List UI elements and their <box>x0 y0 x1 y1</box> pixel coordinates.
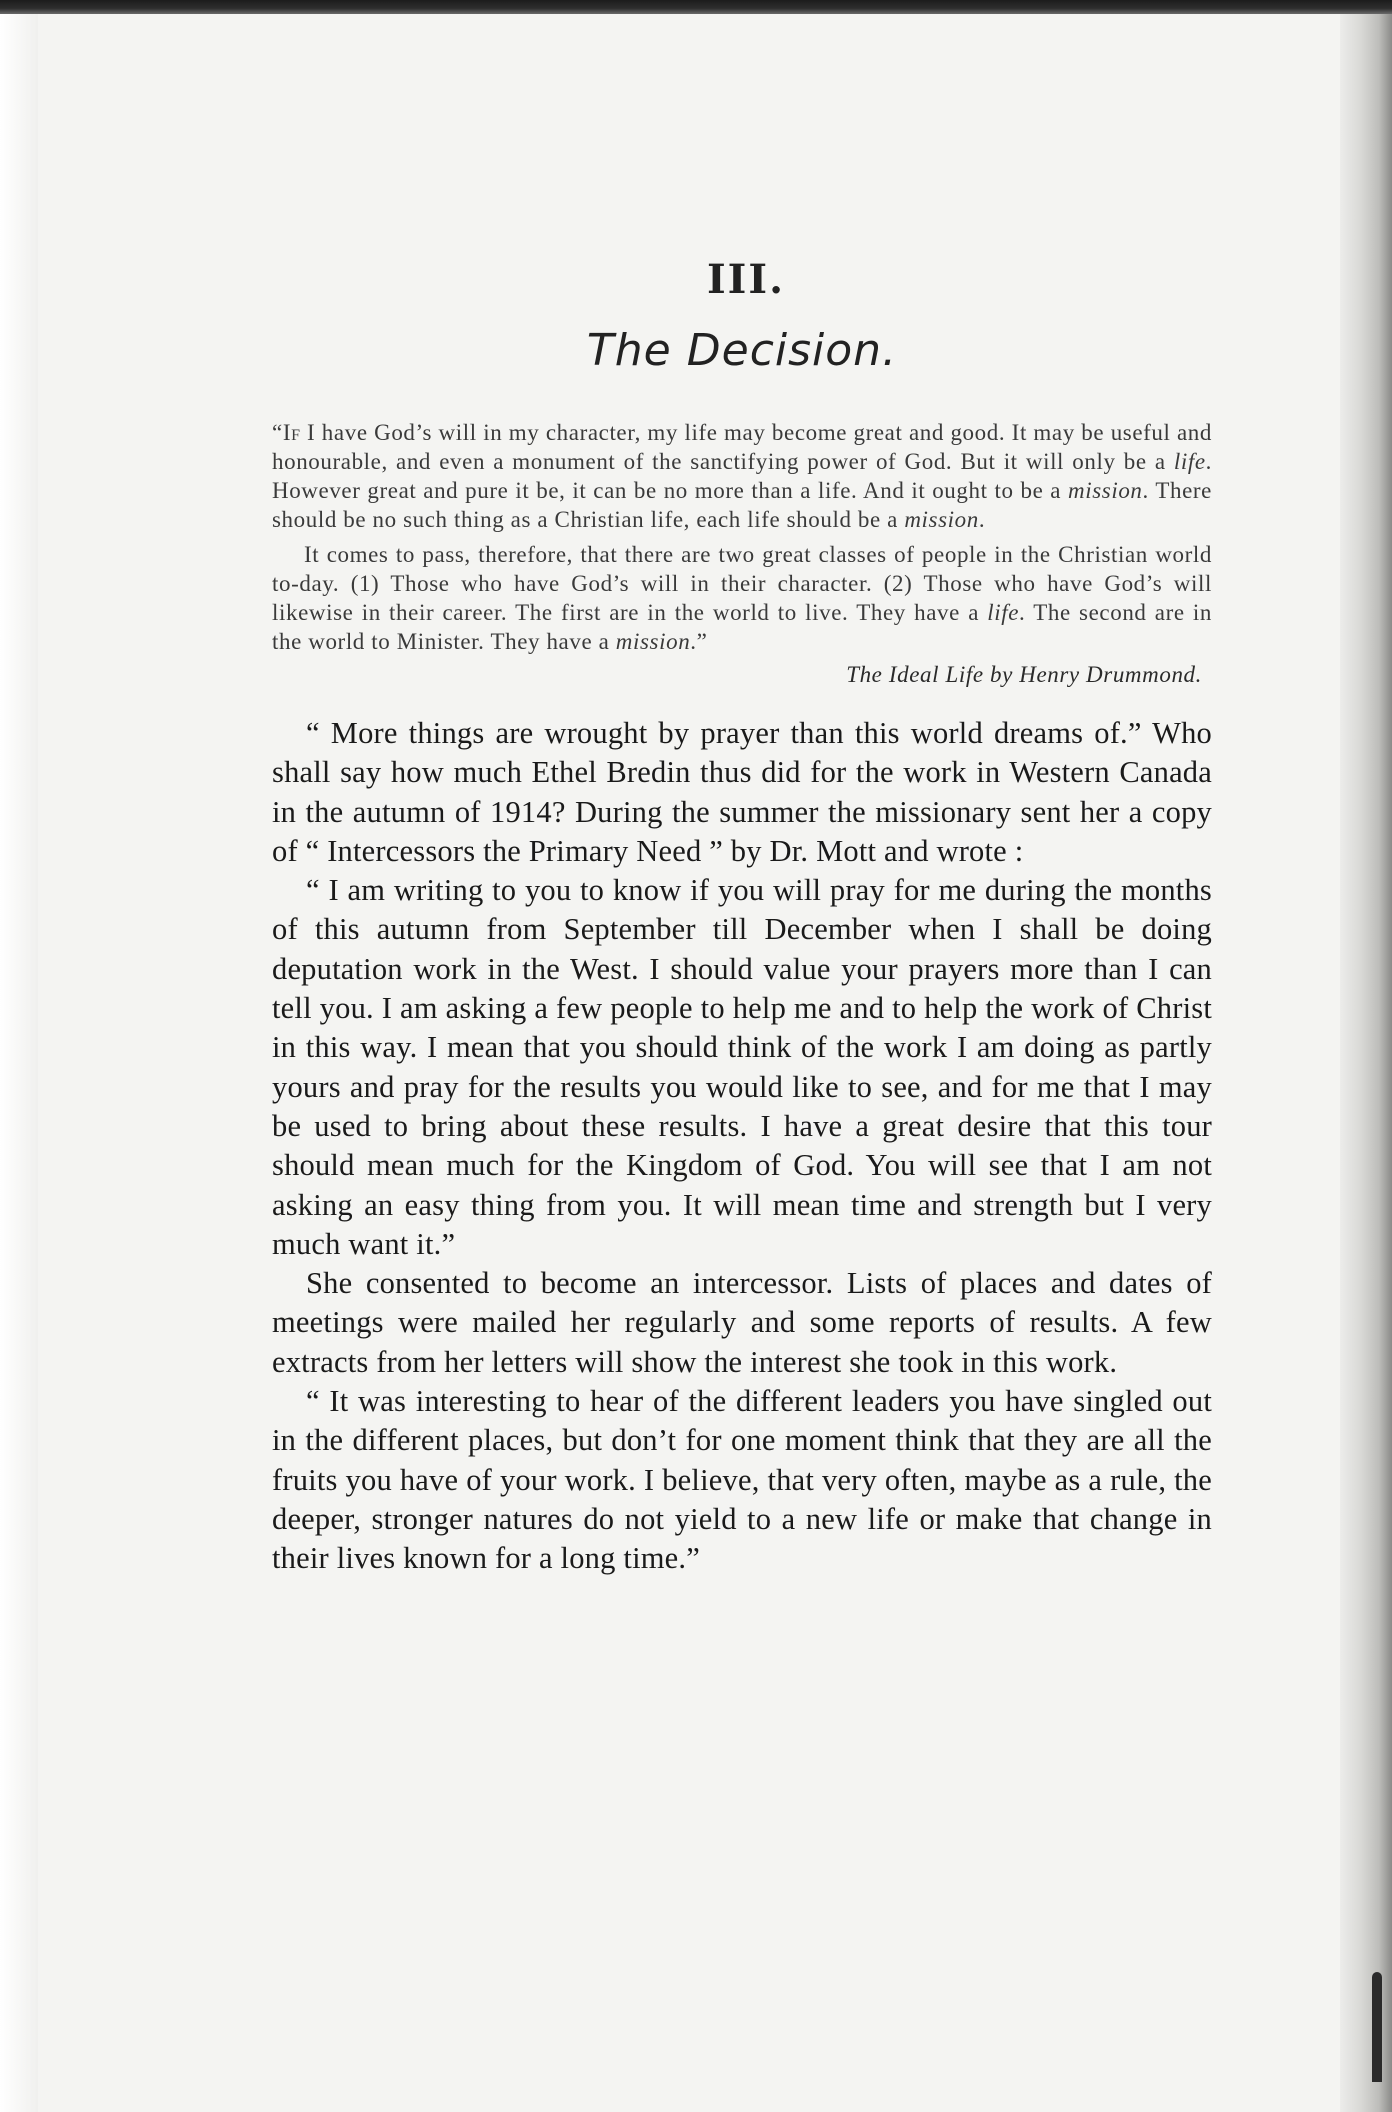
epigraph-text: .” <box>690 629 708 654</box>
body-paragraph-3: She consented to become an intercessor. Lists of places and dates of meetings were mailed her regularly and some reports of results. A few extracts from her letters will show the interest she took in this work. <box>272 1266 1212 1379</box>
epigraph-emphasis: mission <box>904 507 979 532</box>
epigraph-attribution: The Ideal Life by Henry Drummond. <box>846 662 1202 687</box>
epigraph-emphasis: mission <box>615 629 691 654</box>
epigraph-text: . There should be no such thing as a Christian life, each life should be a <box>272 478 1212 532</box>
body-text <box>272 714 1212 1579</box>
epigraph-lead-word: If <box>282 420 301 445</box>
scan-top-edge <box>0 0 1392 14</box>
epigraph-text: . However great and pure it be, it can be no more than a life. And it ought to be a <box>272 449 1212 503</box>
epigraph-emphasis: mission <box>1068 478 1143 503</box>
epigraph-text: I have God’s will in my character, my life may become great and good. It may be useful and honourable, and even a monument of the sanctifying power of God. But it will only be a <box>272 420 1212 474</box>
body-paragraph-2: “ I am writing to you to know if you will pray for me during the months of this autumn from September till December when I shall be doing deputation work in the West. I should value your prayers more than I can tell you. I am asking a few people to help me and to help the work of Christ in this way. I mean that you should think of the work I am doing as partly yours and pray for the results you would like to see, and for me that I may be used to bring about these results. I have a great desire that this tour should mean much for the Kingdom of God. You will see that I am not asking an easy thing from you. It will mean time and strength but I very much want it.” <box>272 873 1212 1261</box>
epigraph-paragraph-1 <box>272 418 1212 534</box>
epigraph-emphasis: life <box>987 600 1020 625</box>
epigraph-text: . The second are in the world to Minister. They have a <box>272 600 1212 654</box>
chapter-number: III. <box>706 256 786 303</box>
epigraph-open-quote: “ <box>272 420 283 445</box>
scan-left-gutter <box>0 14 38 2112</box>
body-paragraph-4: “ It was interesting to hear of the different leaders you have singled out in the different places, but don’t for one moment think that they are all the fruits you have of your work. I believe, that very often, maybe as a rule, the deeper, stronger natures do not yield to a new life or make that change in their lives known for a long time.” <box>272 1384 1212 1576</box>
page-curl-shadow <box>1372 1972 1382 2082</box>
chapter-title: The Decision. <box>586 325 898 376</box>
epigraph-paragraph-2 <box>272 540 1212 656</box>
epigraph-text: It comes to pass, therefore, that there are two great classes of people in the Christian world to-day. (1) Those who have God’s will in their character. (2) Those who have God’s will likewise in their career. The first are in the world to live. They have a <box>272 542 1212 625</box>
epigraph-emphasis: life <box>1173 449 1206 474</box>
body-paragraph-1: “ More things are wrought by prayer than this world dreams of.” Who shall say how much Ethel Bredin thus did for the work in Western Canada in the autumn of 1914? During the summer the missionary sent her a copy of “ Intercessors the Primary Need ” by Dr. Mott and wrote : <box>272 716 1212 868</box>
page-content <box>272 256 1212 1579</box>
epigraph <box>272 418 1212 656</box>
epigraph-text: . <box>978 507 986 532</box>
scan-right-edge <box>1340 14 1392 2112</box>
